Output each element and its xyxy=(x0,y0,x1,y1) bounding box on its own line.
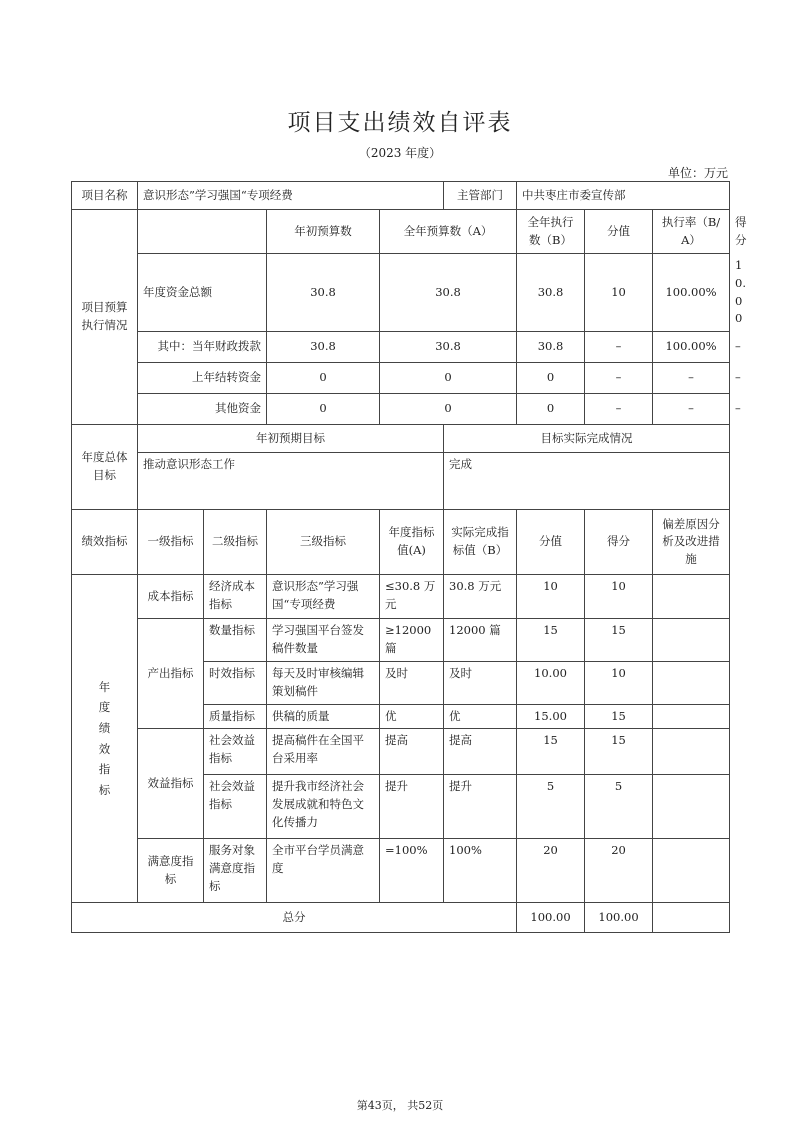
perf-target: 提升 xyxy=(380,775,444,839)
goals-actual-text: 完成 xyxy=(444,453,730,510)
budget-cell: 100.00% xyxy=(653,332,730,363)
perf-actual: 30.8 万元 xyxy=(444,575,517,619)
budget-col-header: 执行率（B/A） xyxy=(653,210,730,254)
budget-row-label: 其中：当年财政拨款 xyxy=(138,332,267,363)
perf-l3: 学习强国平台签发稿件数量 xyxy=(267,619,380,662)
budget-cell: – xyxy=(585,394,653,425)
perf-l2: 时效指标 xyxy=(204,661,267,704)
perf-note xyxy=(653,661,730,704)
perf-got: 15 xyxy=(585,704,653,729)
perf-col-header: 偏差原因分析及改进措施 xyxy=(653,510,730,575)
budget-row-label: 年度资金总额 xyxy=(138,254,267,332)
perf-actual: 优 xyxy=(444,704,517,729)
perf-l2: 经济成本指标 xyxy=(204,575,267,619)
perf-got: 15 xyxy=(585,619,653,662)
perf-actual: 提高 xyxy=(444,729,517,775)
project-name: 意识形态”学习强国“专项经费 xyxy=(138,182,444,210)
perf-target: 及时 xyxy=(380,661,444,704)
perf-note xyxy=(653,619,730,662)
budget-cell: 30.8 xyxy=(517,332,585,363)
perf-col-header: 二级指标 xyxy=(204,510,267,575)
perf-got: 5 xyxy=(585,775,653,839)
perf-actual: 100% xyxy=(444,839,517,903)
budget-cell: – xyxy=(653,363,730,394)
perf-got: 20 xyxy=(585,839,653,903)
perf-got: 15 xyxy=(585,729,653,775)
goals-plan-text: 推动意识形态工作 xyxy=(138,453,444,510)
perf-l2: 社会效益指标 xyxy=(204,729,267,775)
perf-l2: 服务对象满意度指标 xyxy=(204,839,267,903)
budget-cell: – xyxy=(585,363,653,394)
perf-target: 优 xyxy=(380,704,444,729)
perf-l3: 意识形态”学习强国“专项经费 xyxy=(267,575,380,619)
budget-cell: 0 xyxy=(380,363,517,394)
page-title: 项目支出绩效自评表 xyxy=(287,110,513,136)
perf-l1: 成本指标 xyxy=(138,575,204,619)
goals-actual-header: 目标实际完成情况 xyxy=(444,425,730,453)
budget-row-label: 上年结转资金 xyxy=(138,363,267,394)
perf-col-header: 三级指标 xyxy=(267,510,380,575)
perf-note xyxy=(653,775,730,839)
dept-name: 中共枣庄市委宣传部 xyxy=(517,182,730,210)
goals-section-label: 年度总体目标 xyxy=(72,425,138,510)
perf-section-label: 绩效指标 xyxy=(72,510,138,575)
perf-target: =100% xyxy=(380,839,444,903)
budget-cell: 30.8 xyxy=(517,254,585,332)
perf-l3: 提高稿件在全国平台采用率 xyxy=(267,729,380,775)
dept-label: 主管部门 xyxy=(444,182,517,210)
budget-cell: 0 xyxy=(517,394,585,425)
perf-col-header: 年度指标值(A) xyxy=(380,510,444,575)
perf-score: 15.00 xyxy=(517,704,585,729)
project-name-label: 项目名称 xyxy=(72,182,138,210)
perf-score: 15 xyxy=(517,619,585,662)
budget-cell: – xyxy=(585,332,653,363)
perf-note xyxy=(653,729,730,775)
budget-section-label: 项目预算执行情况 xyxy=(72,210,138,425)
total-score: 100.00 xyxy=(517,903,585,933)
budget-cell: 30.8 xyxy=(380,254,517,332)
perf-note xyxy=(653,704,730,729)
perf-col-header: 分值 xyxy=(517,510,585,575)
perf-actual: 12000 篇 xyxy=(444,619,517,662)
perf-l3: 供稿的质量 xyxy=(267,704,380,729)
budget-row-label: 其他资金 xyxy=(138,394,267,425)
budget-col-header: 全年预算数（A） xyxy=(380,210,517,254)
page-footer: 第43页， 共52页 xyxy=(356,1099,444,1112)
budget-cell: 30.8 xyxy=(267,332,380,363)
budget-col-header: 全年执行数（B） xyxy=(517,210,585,254)
perf-l1: 满意度指标 xyxy=(138,839,204,903)
perf-l3: 提升我市经济社会发展成就和特色文化传播力 xyxy=(267,775,380,839)
perf-target: ≥12000 篇 xyxy=(380,619,444,662)
budget-cell: 0 xyxy=(380,394,517,425)
perf-target: 提高 xyxy=(380,729,444,775)
budget-cell: 0 xyxy=(517,363,585,394)
perf-side-label xyxy=(72,575,138,903)
budget-cell: 30.8 xyxy=(380,332,517,363)
perf-score: 10.00 xyxy=(517,661,585,704)
perf-l3: 每天及时审核编辑策划稿件 xyxy=(267,661,380,704)
budget-corner xyxy=(138,210,267,254)
perf-got: 10 xyxy=(585,661,653,704)
perf-score: 5 xyxy=(517,775,585,839)
perf-side-label-text: 年度绩效指标 xyxy=(98,679,111,798)
perf-note xyxy=(653,575,730,619)
report-year: （2023 年度） xyxy=(358,146,442,160)
perf-score: 15 xyxy=(517,729,585,775)
perf-col-header: 实际完成指标值（B） xyxy=(444,510,517,575)
budget-col-header: 年初预算数 xyxy=(267,210,380,254)
perf-note xyxy=(653,839,730,903)
goals-plan-header: 年初预期目标 xyxy=(138,425,444,453)
budget-col-header: 分值 xyxy=(585,210,653,254)
perf-col-header: 得分 xyxy=(585,510,653,575)
perf-score: 20 xyxy=(517,839,585,903)
budget-cell: 100.00% xyxy=(653,254,730,332)
perf-actual: 提升 xyxy=(444,775,517,839)
perf-got: 10 xyxy=(585,575,653,619)
perf-target: ≤30.8 万元 xyxy=(380,575,444,619)
total-got: 100.00 xyxy=(585,903,653,933)
perf-l1: 效益指标 xyxy=(138,729,204,839)
total-note xyxy=(653,903,730,933)
perf-actual: 及时 xyxy=(444,661,517,704)
perf-l2: 质量指标 xyxy=(204,704,267,729)
total-label: 总分 xyxy=(72,903,517,933)
perf-score: 10 xyxy=(517,575,585,619)
budget-cell: 0 xyxy=(267,394,380,425)
perf-l2: 社会效益指标 xyxy=(204,775,267,839)
budget-cell: 0 xyxy=(267,363,380,394)
perf-l1: 产出指标 xyxy=(138,619,204,729)
budget-cell: 10 xyxy=(585,254,653,332)
unit-label: 单位：万元 xyxy=(667,166,728,180)
evaluation-table: 项目名称 意识形态”学习强国“专项经费 主管部门 中共枣庄市委宣传部 项目预算执行情况 年初预算数 全年预算数（A） 全年执行数（B） 分值 执行率（B/A） 得分 年度资金总额 30.8 30.8 30.8 10 100.00% 10.00 其中：当年财政拨款 30.8 30.8 30.8 – 100.00% – 上年结转资金 0 0 0 – – – 其他资金 0 0 0 – – – 年度总体目标 年初预期目标 目标实际完成情况 推动意识形态工作 完成 绩效指标 一级指标 二级指标 三级指标 年度指标值(A) 实际完成指标值（B） 分值 得分 偏差原因分析及改进措施 年度绩效指标 成本指标 经济成本指标 意识形态”学习强国“专项经费 ≤30.8 万元 30.8 万元 10 10 产出指标 数量指标 学习强国平台签发稿件数量 ≥12000 篇 12000 篇 15 15 时效指标 每天及时审核编辑策划稿件 及时 及时 10.00 10 质量指标 供稿的质量 优 优 15.00 15 效益指标 社会效益指标 提高稿件在全国平台采用率 提高 提高 15 15 社会效益指标 提升我市经济社会发展成就和特色文化传播力 提升 提升 5 5 满意度指标 服务对象满意度指标 全市平台学员满意度 =100% 100% 20 20 总分 100.00 100.00 xyxy=(71,181,730,933)
perf-l2: 数量指标 xyxy=(204,619,267,662)
perf-l3: 全市平台学员满意度 xyxy=(267,839,380,903)
perf-col-header: 一级指标 xyxy=(138,510,204,575)
budget-cell: – xyxy=(653,394,730,425)
budget-cell: 30.8 xyxy=(267,254,380,332)
